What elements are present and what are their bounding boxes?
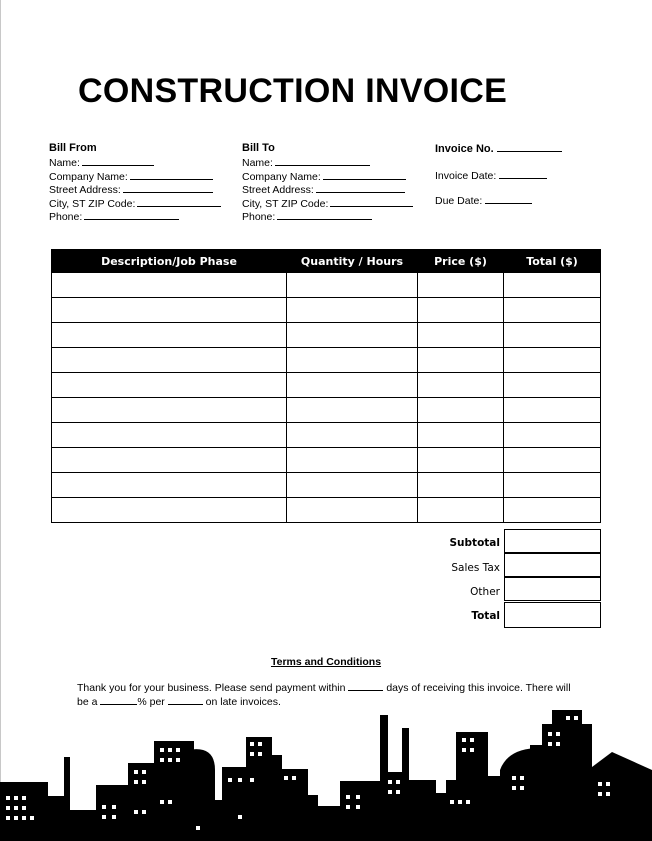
field-label: Street Address:	[49, 184, 121, 197]
items-body	[52, 273, 601, 523]
total-cell[interactable]	[504, 473, 601, 498]
table-row	[52, 423, 601, 448]
bill-to-section	[242, 142, 413, 223]
terms-part-1: Thank you for your business. Please send payment within	[77, 682, 349, 694]
field-label: Phone:	[49, 211, 83, 224]
total-field[interactable]	[504, 602, 601, 628]
field-label: City, ST ZIP Code:	[49, 197, 136, 210]
table-header-row	[52, 250, 601, 273]
table-row	[52, 348, 601, 373]
total-cell[interactable]	[504, 423, 601, 448]
bill-to-city-row[interactable]	[242, 197, 413, 210]
bill-to-street-row[interactable]	[242, 183, 413, 196]
quantity-cell[interactable]	[287, 323, 418, 348]
payment-days-blank[interactable]	[348, 681, 383, 691]
other-field[interactable]	[504, 577, 601, 601]
invoice-date-label: Invoice Date:	[435, 170, 497, 182]
quantity-cell[interactable]	[287, 348, 418, 373]
description-cell[interactable]	[52, 448, 287, 473]
price-cell[interactable]	[418, 348, 504, 373]
field-label: City, ST ZIP Code:	[242, 197, 329, 210]
header-total: Total ($)	[504, 250, 601, 273]
table-row	[52, 473, 601, 498]
field-label: Street Address:	[242, 184, 314, 197]
price-cell[interactable]	[418, 423, 504, 448]
total-label: Total	[471, 610, 500, 622]
description-cell[interactable]	[52, 323, 287, 348]
table-row	[52, 323, 601, 348]
description-cell[interactable]	[52, 473, 287, 498]
description-cell[interactable]	[52, 423, 287, 448]
bill-to-phone-row[interactable]	[242, 210, 413, 223]
field-label: Phone:	[242, 211, 276, 224]
invoice-number-label: Invoice No.	[435, 143, 494, 155]
description-cell[interactable]	[52, 298, 287, 323]
quantity-cell[interactable]	[287, 448, 418, 473]
description-cell[interactable]	[52, 398, 287, 423]
terms-part-2: days of receiving this invoice. There will be a	[77, 682, 571, 708]
city-skyline-image	[0, 700, 652, 841]
bill-from-company-row[interactable]	[49, 170, 221, 183]
total-cell[interactable]	[504, 323, 601, 348]
total-cell[interactable]	[504, 298, 601, 323]
terms-part-4: on late invoices.	[202, 696, 281, 708]
description-cell[interactable]	[52, 373, 287, 398]
quantity-cell[interactable]	[287, 273, 418, 298]
bill-from-section	[49, 142, 221, 223]
bill-to-company-row[interactable]	[242, 170, 413, 183]
terms-title: Terms and Conditions	[270, 656, 382, 668]
total-cell[interactable]	[504, 273, 601, 298]
quantity-cell[interactable]	[287, 298, 418, 323]
price-cell[interactable]	[418, 473, 504, 498]
invoice-title: CONSTRUCTION INVOICE	[78, 72, 508, 110]
header-description: Description/Job Phase	[52, 250, 287, 273]
table-row	[52, 298, 601, 323]
bill-from-heading: Bill From	[49, 142, 97, 154]
subtotal-label: Subtotal	[449, 537, 500, 549]
price-cell[interactable]	[418, 323, 504, 348]
sales-tax-label: Sales Tax	[451, 562, 500, 574]
due-date-field[interactable]	[435, 194, 532, 207]
bill-to-heading: Bill To	[242, 142, 275, 154]
quantity-cell[interactable]	[287, 498, 418, 523]
price-cell[interactable]	[418, 398, 504, 423]
total-cell[interactable]	[504, 498, 601, 523]
table-row	[52, 273, 601, 298]
description-cell[interactable]	[52, 273, 287, 298]
price-cell[interactable]	[418, 448, 504, 473]
quantity-cell[interactable]	[287, 398, 418, 423]
description-cell[interactable]	[52, 498, 287, 523]
items-table	[51, 249, 601, 523]
field-label: Name:	[49, 157, 80, 170]
invoice-number-field[interactable]	[435, 142, 562, 155]
table-row	[52, 373, 601, 398]
total-cell[interactable]	[504, 398, 601, 423]
field-label: Name:	[242, 157, 273, 170]
table-row	[52, 448, 601, 473]
subtotal-field[interactable]	[504, 529, 601, 553]
bill-to-name-row[interactable]	[242, 156, 413, 169]
price-cell[interactable]	[418, 273, 504, 298]
due-date-label: Due Date:	[435, 195, 483, 207]
other-label: Other	[470, 586, 500, 598]
bill-from-street-row[interactable]	[49, 183, 221, 196]
quantity-cell[interactable]	[287, 473, 418, 498]
invoice-date-field[interactable]	[435, 169, 547, 182]
price-cell[interactable]	[418, 498, 504, 523]
header-quantity: Quantity / Hours	[287, 250, 418, 273]
sales-tax-field[interactable]	[504, 553, 601, 577]
total-cell[interactable]	[504, 348, 601, 373]
description-cell[interactable]	[52, 348, 287, 373]
price-cell[interactable]	[418, 373, 504, 398]
header-price: Price ($)	[418, 250, 504, 273]
table-row	[52, 498, 601, 523]
field-label: Company Name:	[49, 170, 128, 183]
terms-part-3: % per	[137, 696, 168, 708]
field-label: Company Name:	[242, 170, 321, 183]
quantity-cell[interactable]	[287, 423, 418, 448]
table-row	[52, 398, 601, 423]
total-cell[interactable]	[504, 448, 601, 473]
price-cell[interactable]	[418, 298, 504, 323]
bill-from-city-row[interactable]	[49, 197, 221, 210]
bill-from-phone-row[interactable]	[49, 210, 221, 223]
total-cell[interactable]	[504, 373, 601, 398]
bill-from-name-row[interactable]	[49, 156, 221, 169]
quantity-cell[interactable]	[287, 373, 418, 398]
